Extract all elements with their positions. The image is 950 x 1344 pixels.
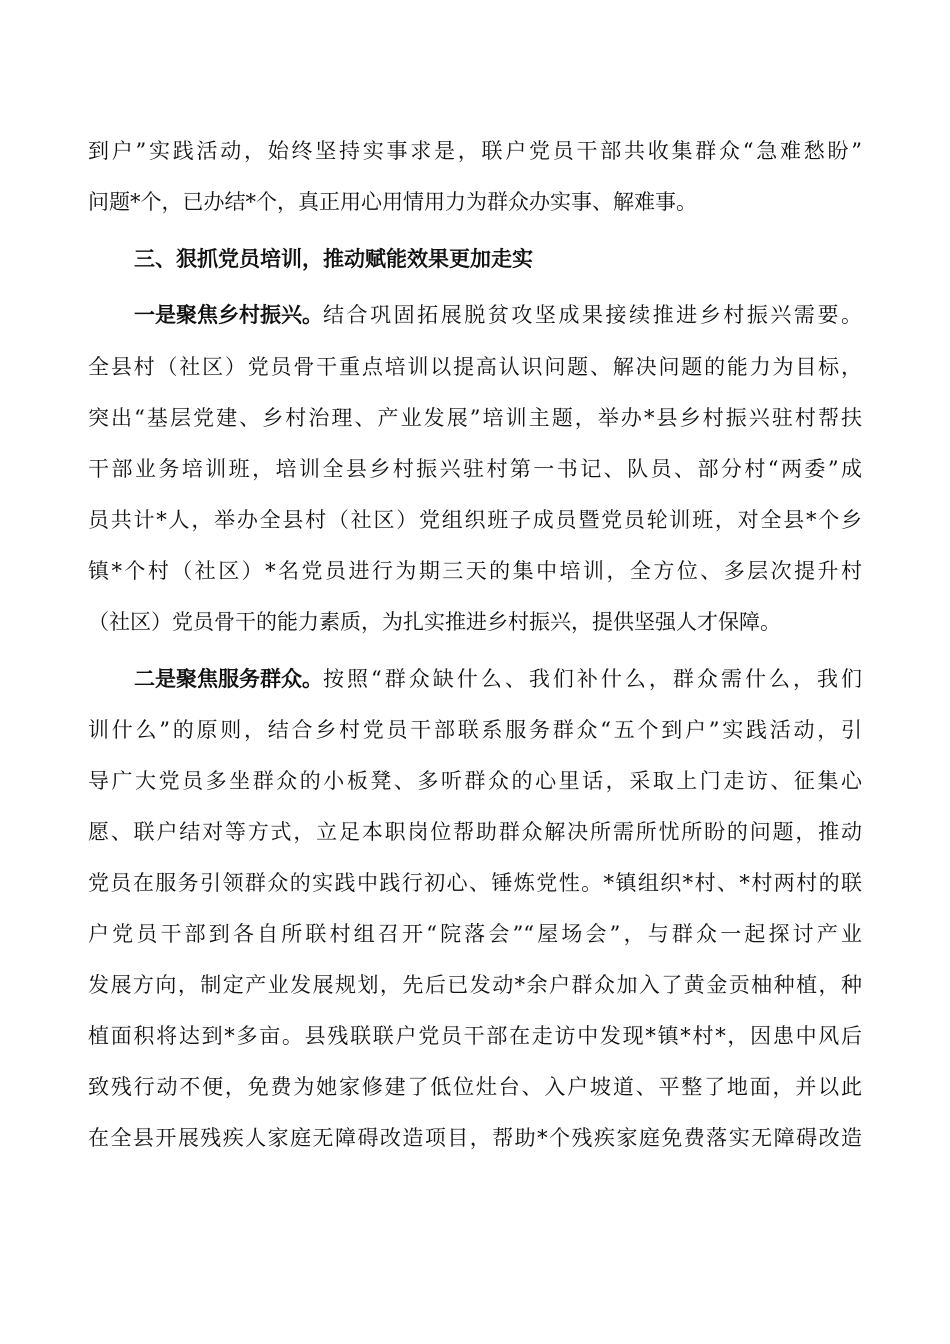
section-heading-text: 三、狠抓党员培训，推动赋能效果更加走实 [134,246,533,271]
line-text: 结合巩固拓展脱贫攻坚成果接续推进乡村振兴需要。 [323,303,862,327]
line-text: 问题*个，已办结*个，真正用心用情用力为群众办实事、解难事。 [88,190,697,214]
line-text: （社区）党员骨干的能力素质，为扎实推进乡村振兴，提供坚强人才保障。 [88,610,781,634]
line-text: 镇*个村（社区）*名党员进行为期三天的集中培训，全方位、多层次提升村 [88,559,862,583]
line-text: 全县村（社区）党员骨干重点培训以提高认识问题、解决问题的能力为目标， [88,355,862,379]
text-line [0,349,950,385]
line-text: 愿、联户结对等方式，立足本职岗位帮助群众解决所需所忧所盼的问题，推动 [88,820,862,844]
text-line [0,1120,950,1156]
text-line [0,451,950,487]
text-line [0,967,950,1003]
text-line [0,865,950,901]
line-text: 党员在服务引领群众的实践中践行初心、锤炼党性。*镇组织*村、*村两村的联 [88,871,862,895]
line-text: 突出“基层党建、乡村治理、产业发展”培训主题，举办*县乡村振兴驻村帮扶 [88,406,862,430]
text-line [0,133,950,169]
text-line [0,1018,950,1054]
text-line [0,1069,950,1105]
line-text: 员共计*人，举办全县村（社区）党组织班子成员暨党员轮训班，对全县*个乡 [88,508,862,532]
line-text: 到户”实践活动，始终坚持实事求是，联户党员干部共收集群众“急难愁盼” [88,139,862,163]
line-text: 在全县开展残疾人家庭无障碍改造项目，帮助*个残疾家庭免费落实无障碍改造 [88,1126,862,1150]
text-line [0,502,950,538]
text-line [0,763,950,799]
paragraph-lead: 一是聚焦乡村振兴。 [134,302,323,327]
text-line [0,604,950,640]
text-line [0,297,950,333]
text-line [0,553,950,589]
line-text: 按照“群众缺什么、我们补什么，群众需什么，我们 [323,667,862,691]
text-line [0,661,950,697]
paragraph-lead: 二是聚焦服务群众。 [134,666,323,691]
text-line [0,712,950,748]
line-text: 致残行动不便，免费为她家修建了低位灶台、入户坡道、平整了地面，并以此 [88,1075,862,1099]
text-line [0,400,950,436]
line-text: 发展方向，制定产业发展规划，先后已发动*余户群众加入了黄金贡柚种植，种 [88,973,862,997]
text-line [0,184,950,220]
section-heading [0,241,950,277]
line-text: 干部业务培训班，培训全县乡村振兴驻村第一书记、队员、部分村“两委”成 [88,457,862,481]
line-text: 训什么”的原则，结合乡村党员干部联系服务群众“五个到户”实践活动，引 [88,718,862,742]
line-text: 植面积将达到*多亩。县残联联户党员干部在走访中发现*镇*村*，因患中风后 [88,1024,862,1048]
text-line [0,814,950,850]
text-line [0,916,950,952]
line-text: 户党员干部到各自所联村组召开“院落会”“屋场会”，与群众一起探讨产业 [88,922,862,946]
line-text: 导广大党员多坐群众的小板凳、多听群众的心里话，采取上门走访、征集心 [88,769,862,793]
